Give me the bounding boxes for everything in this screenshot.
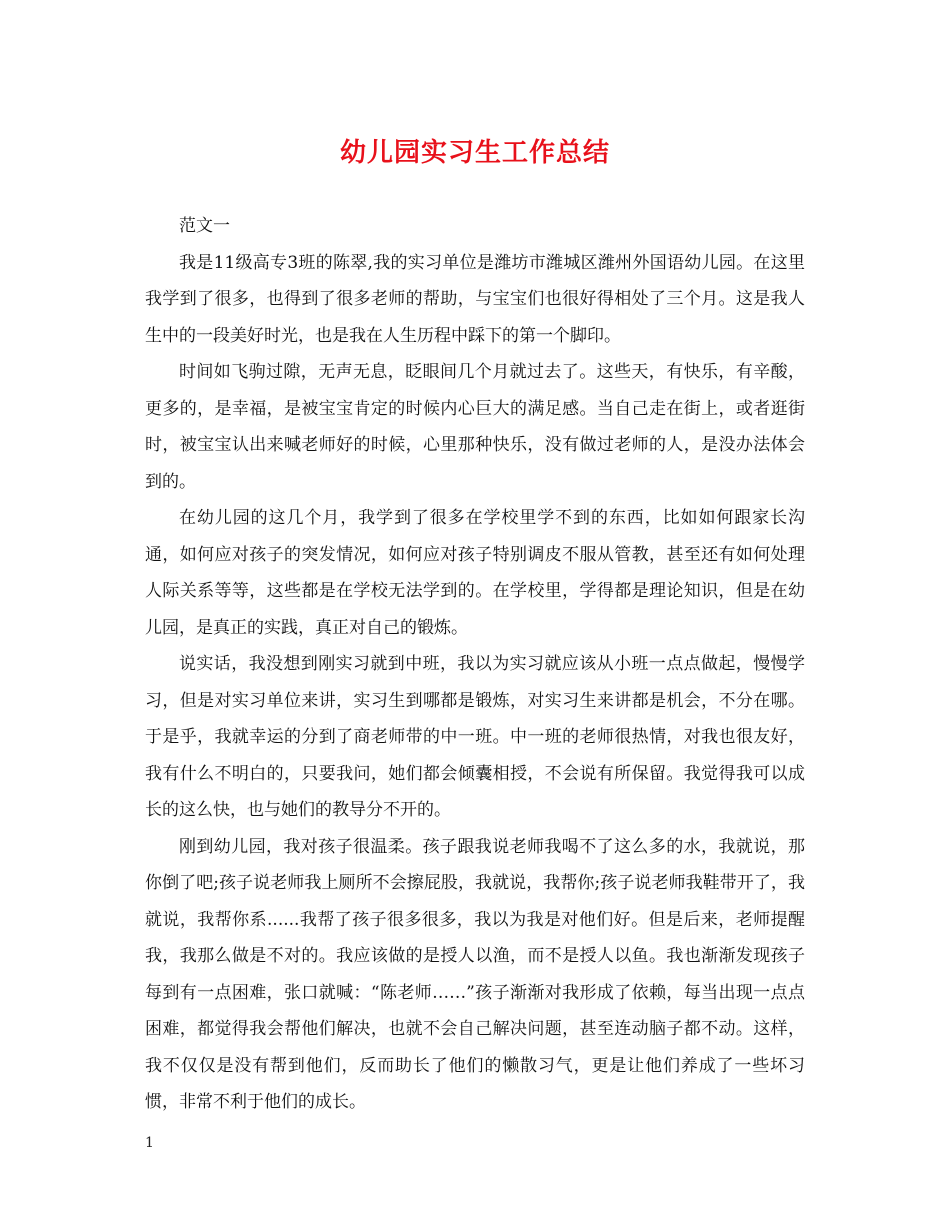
paragraph: 说实话，我没想到刚实习就到中班，我以为实习就应该从小班一点点做起，慢慢学习，但是对实习单位来讲，实习生到哪都是锻炼，对实习生来讲都是机会，不分在哪。于是乎，我就幸运的分到了商老师带的中一班。中一班的老师很热情，对我也很友好，我有什么不明白的，只要我问，她们都会倾囊相授，不会说有所保留。我觉得我可以成长的这么快，也与她们的教导分不开的。 — [145, 654, 805, 820]
document-title: 幼儿园实习生工作总结 — [339, 138, 610, 168]
paragraph-heading: 范文一 — [179, 216, 230, 236]
paragraph: 在幼儿园的这几个月，我学到了很多在学校里学不到的东西，比如如何跟家长沟通，如何应对孩子的突发情况，如何应对孩子特别调皮不服从管教，甚至还有如何处理人际关系等等，这些都是在学校无法学到的。在学校里，学得都是理论知识，但是在幼儿园，是真正的实践，真正对自己的锻炼。 — [145, 508, 805, 638]
paragraph: 我是11级高专3班的陈翠,我的实习单位是潍坊市潍城区潍州外国语幼儿园。在这里我学到了很多，也得到了很多老师的帮助，与宝宝们也很好得相处了三个月。这是我人生中的一段美好时光，也是我在人生历程中踩下的第一个脚印。 — [145, 252, 805, 346]
document-body — [145, 208, 805, 1121]
paragraph: 刚到幼儿园，我对孩子很温柔。孩子跟我说老师我喝不了这么多的水，我就说，那你倒了吧;孩子说老师我上厕所不会擦屁股，我就说，我帮你;孩子说老师我鞋带开了，我就说，我帮你系......我帮了孩子很多很多，我以为我是对他们好。但是后来，老师提醒我，我那么做是不对的。我应该做的是授人以渔，而不是授人以鱼。我也渐渐发现孩子每到有一点困难，张口就喊：“陈老师……”孩子渐渐对我形成了依赖，每当出现一点点困难，都觉得我会帮他们解决，也就不会自己解决问题，甚至连动脑子都不动。这样，我不仅仅是没有帮到他们，反而助长了他们的懒散习气，更是让他们养成了一些坏习惯，非常不利于他们的成长。 — [145, 836, 805, 1112]
page-number: 1 — [145, 1135, 154, 1151]
paragraph: 时间如飞驹过隙，无声无息，眨眼间几个月就过去了。这些天，有快乐，有辛酸，更多的，是幸福，是被宝宝肯定的时候内心巨大的满足感。当自己走在街上，或者逛街时，被宝宝认出来喊老师好的时候，心里那种快乐，没有做过老师的人，是没办法体会到的。 — [145, 362, 805, 492]
